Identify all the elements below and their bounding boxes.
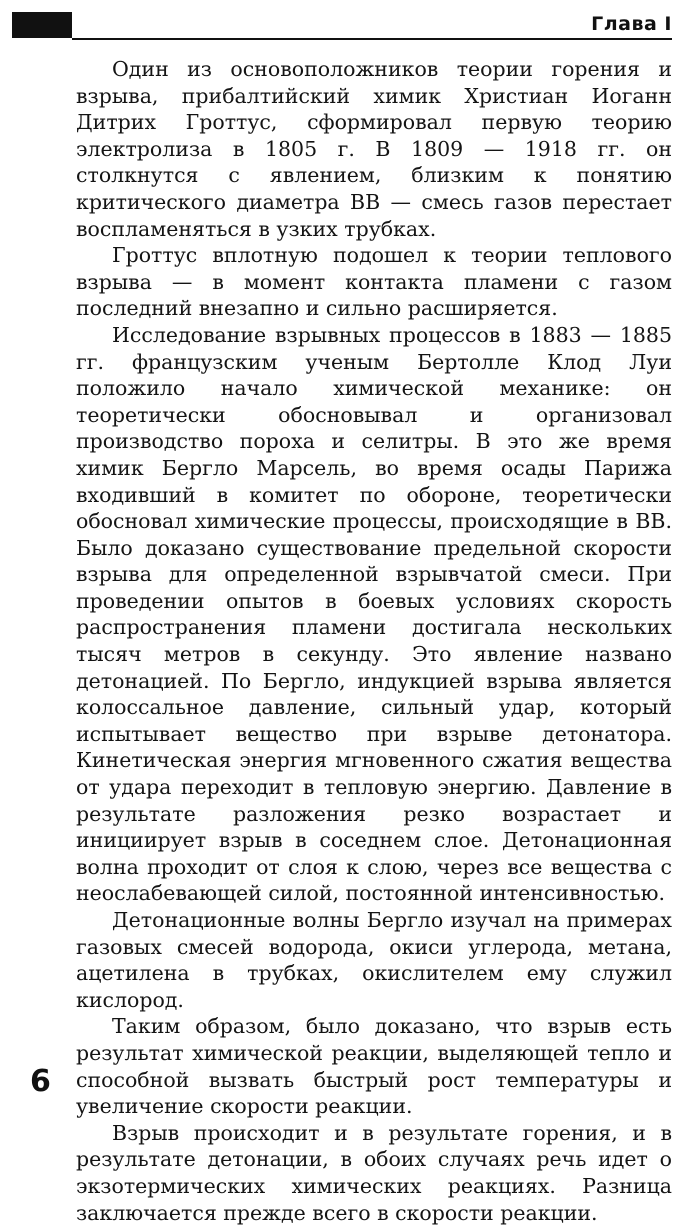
paragraph-3: Исследование взрывных процессов в 1883 — 1885 гг. французским ученым Бертолле Клод Луи положило начало химической механике: он теоретически обосновывал и организовал производство пороха и селитры. В это же время химик Бергло Марсель, во время осады Парижа входивший в комитет по обороне, теоретически обосновал химические процессы, происходящие в ВВ. Было доказано существование предельной скорости взрыва для определенной взрывчатой смеси. При проведении опытов в боевых условиях скорость распространения пламени достигала нескольких тысяч метров в секунду. Это явление названо детонацией. По Бергло, индукцией взрыва является колоссальное давление, сильный удар, который испытывает вещество при взрыве детонатора. Кинетическая энергия мгновенного сжатия вещества от удара переходит в тепловую энергию. Давление в результате разложения резко возрастает и инициирует взрыв в соседнем слое. Детонационная волна проходит от слоя к слою, через все вещества с неослабевающей силой, постоянной интенсивностью.	[76, 322, 672, 906]
chapter-title: Глава I	[591, 13, 672, 35]
paragraph-4: Детонационные волны Бергло изучал на примерах газовых смесей водорода, окиси углерода, метана, ацетилена в трубках, окислителем ему служил кислород.	[76, 908, 672, 1012]
paragraph-1: Один из основоположников теории горения и взрыва, прибалтийский химик Христиан Иоганн Дитрих Гроттус, сформировал первую теорию электролиза в 1805 г. В 1809 — 1918 гг. он столкнутся с явлением, близким к понятию критического диаметра ВВ — смесь газов перестает воспламеняться в узких трубках.	[76, 57, 672, 241]
header-rule	[72, 38, 672, 40]
header-black-bar	[12, 12, 72, 38]
page-body	[76, 56, 672, 1226]
paragraph-5: Таким образом, было доказано, что взрыв есть результат химической реакции, выделяющей тепло и способной вызвать быстрый рост температуры и увеличение скорости реакции.	[76, 1014, 672, 1119]
paragraph-2: Гроттус вплотную подошел к теории теплового взрыва — в момент контакта пламени с газом последний внезапно и сильно расширяется.	[76, 243, 672, 321]
page-number: 6	[30, 1064, 51, 1099]
paragraph-6: Взрыв происходит и в результате горения, и в результате детонации, в обоих случаях речь идет о экзотермических химических реакциях. Разница заключается прежде всего в скорости реакции.	[76, 1120, 672, 1225]
